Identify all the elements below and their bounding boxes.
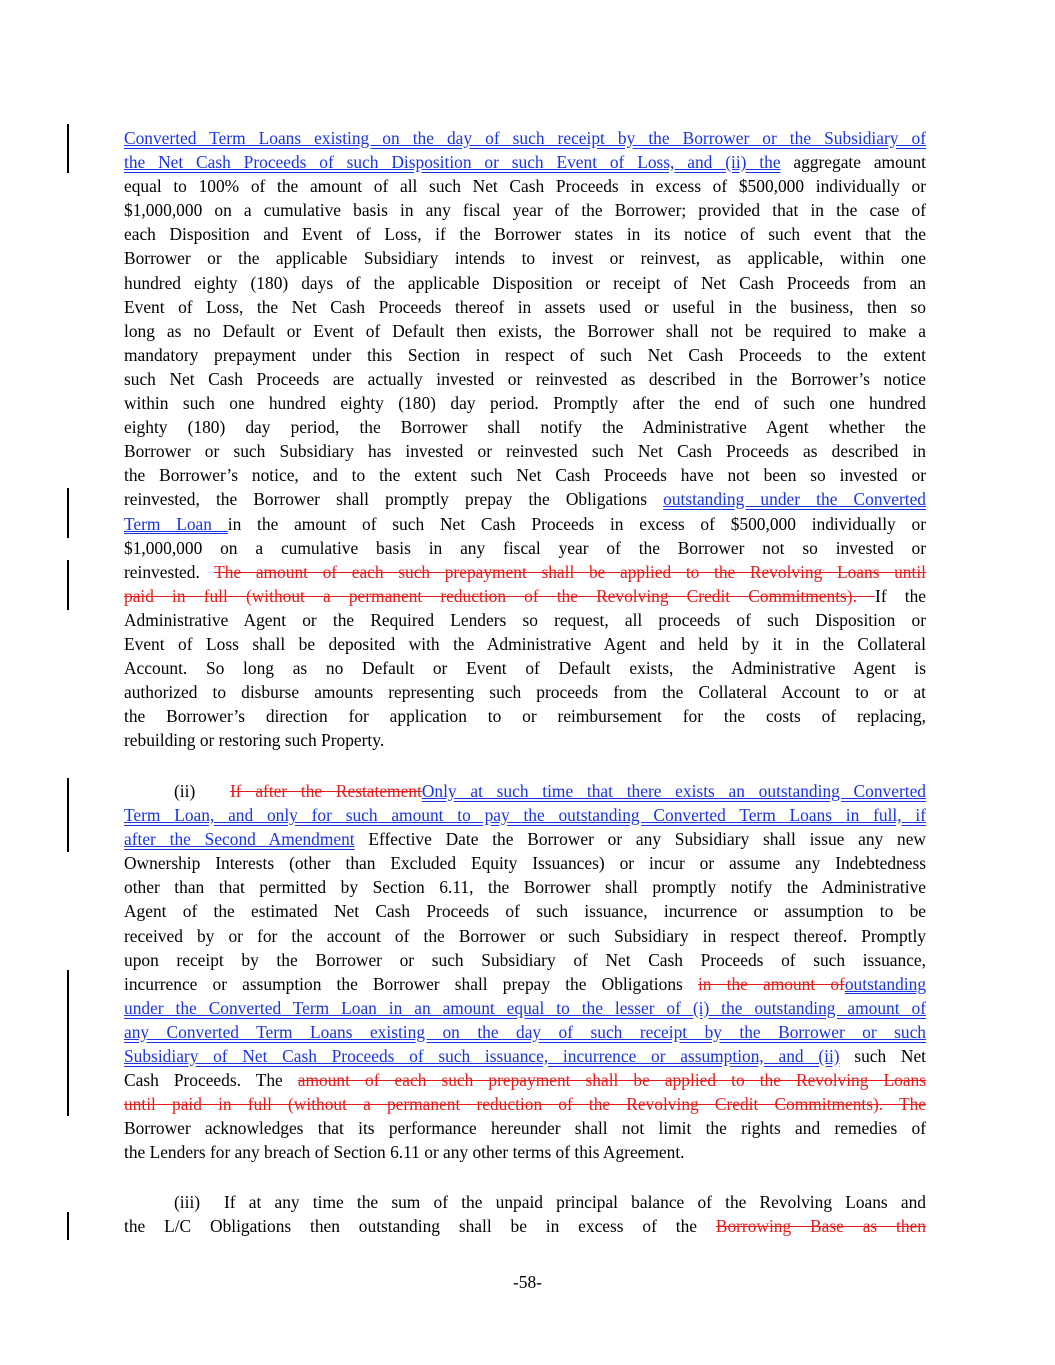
text-line [124,827,926,851]
text-line: Administrative Agent or the Required Lenders so request, all proceeds of such Disposition or [124,609,926,630]
text-line: each Disposition and Event of Loss, if the Borrower states in its notice of such event that the [124,224,926,245]
text-line: Borrower or such Subsidiary has invested or reinvested such Net Cash Proceeds as described in [124,441,926,462]
text-line: Agent of the estimated Net Cash Proceeds of such issuance, incurrence or assumption to be [124,901,926,922]
change-bar [67,1212,69,1240]
deleted-text: in the amount of [697,973,845,994]
text-run: the L/C Obligations then outstanding shall be in excess of the [124,1216,716,1237]
text-line [124,584,926,608]
inserted-text: the Net Cash Proceeds of such Disposition or such Event of Loss, and (ii) the [124,152,781,173]
text-line [124,560,926,584]
change-bar [67,778,69,852]
text-line: Borrower acknowledges that its performance hereunder shall not limit the rights and remedies of [124,1118,926,1139]
text-line: authorized to disburse amounts representing such proceeds from the Collateral Account to or at [124,682,926,703]
inserted-text: outstanding under the Converted [663,489,926,510]
deleted-text: amount of each such prepayment shall be applied to the Revolving Loans [297,1070,926,1091]
text-line: long as no Default or Event of Default then exists, the Borrower shall not be required to make a [124,320,926,341]
text-run: such Net [839,1046,926,1067]
inserted-text: outstanding [844,973,927,994]
text-run: If the [875,585,926,606]
change-bar [67,488,69,538]
text-line: Term Loan, and only for such amount to pay the outstanding Converted Term Loans in full, if [124,805,926,826]
text-line: rebuilding or restoring such Property. [124,730,385,751]
text-line: $1,000,000 on a cumulative basis in any fiscal year of the Borrower not so invested or [124,537,926,558]
text-run: If at any time the sum of the unpaid principal balance of the Revolving Loans and [224,1192,926,1212]
text-line: other than that permitted by Section 6.11, the Borrower shall promptly notify the Administrative [124,877,926,898]
text-line: $1,000,000 on a cumulative basis in any fiscal year of the Borrower; provided that in the case of [124,200,926,221]
text-run: reinvested. [124,561,215,582]
text-run: aggregate amount [780,152,926,173]
inserted-text: Subsidiary of Net Cash Proceeds of such issuance, incurrence or assumption, and (ii) [124,1046,840,1067]
text-line [124,779,926,803]
page-number: -58- [513,1272,542,1292]
text-line: Ownership Interests (other than Excluded Equity Issuances) or incur or assume any Indebtedness [124,853,926,874]
text-run: incurrence or assumption the Borrower shall prepay the Obligations [124,973,698,994]
clause-marker: (ii) [174,781,196,801]
text-line: the Lenders for any breach of Section 6.11 or any other terms of this Agreement. [124,1142,685,1163]
text-line: Account. So long as no Default or Event of Default exists, the Administrative Agent is [124,658,926,679]
text-line [124,512,926,536]
text-line: Event of Loss shall be deposited with the Administrative Agent and held by it in the Collateral [124,633,926,654]
deleted-text: If after the Restatement [230,781,422,801]
text-line: such Net Cash Proceeds are actually invested or reinvested as described in the Borrower’s notice [124,368,926,389]
text-line: hundred eighty (180) days of the applicable Disposition or receipt of Net Cash Proceeds from an [124,272,926,293]
text-line: within such one hundred eighty (180) day period. Promptly after the end of such one hundred [124,393,926,414]
text-line [124,150,926,174]
text-line: the Borrower’s notice, and to the extent such Net Cash Proceeds have not been so invested or [124,465,926,486]
paragraph-iii [124,1190,926,1238]
change-bar [67,124,69,173]
text-line: Event of Loss, the Net Cash Proceeds thereof in assets used or useful in the business, then so [124,296,926,317]
text-line: equal to 100% of the amount of all such Net Cash Proceeds in excess of $500,000 individually or [124,176,926,197]
text-line: mandatory prepayment under this Section in respect of such Net Cash Proceeds to the extent [124,344,926,365]
text-line: the Borrower’s direction for application to or reimbursement for the costs of replacing, [124,706,926,727]
text-line: Converted Term Loans existing on the day of such receipt by the Borrower or the Subsidiary of [124,128,926,148]
text-line [124,972,926,996]
text-run: Effective Date the Borrower or any Subsidiary shall issue any new [354,829,926,850]
clause-marker: (iii) [174,1192,201,1212]
text-line: upon receipt by the Borrower or such Subsidiary of Net Cash Proceeds of such issuance, [124,949,926,970]
paragraph-continuation [124,126,926,752]
change-bar [67,560,69,610]
inserted-text: Only at such time that there exists an outstanding Converted [421,781,927,801]
text-line: until paid in full (without a permanent reduction of the Revolving Credit Commitments). The [124,1094,926,1115]
text-run: reinvested, the Borrower shall promptly prepay the Obligations [124,489,664,510]
deleted-text: The amount of each such prepayment shall be applied to the Revolving Loans until [214,561,926,582]
text-line [124,487,926,511]
deleted-text: paid in full (without a permanent reduction of the Revolving Credit Commitments). [124,585,876,606]
text-line: received by or for the account of the Borrower or such Subsidiary in respect thereof. Promptly [124,925,926,946]
text-line: any Converted Term Loans existing on the day of such receipt by the Borrower or such [124,1021,926,1042]
text-run: Cash Proceeds. The [124,1070,298,1091]
text-line [124,1044,926,1068]
text-line [124,1068,926,1092]
paragraph-ii [124,779,926,1165]
deleted-text: Borrowing Base as then [715,1216,926,1237]
text-line [124,1190,926,1214]
change-bar [67,970,69,1116]
inserted-text: Term Loan [124,513,228,534]
inserted-text: after the Second Amendment [124,829,355,850]
text-line: under the Converted Term Loan in an amount equal to the lesser of (i) the outstanding amount of [124,997,926,1018]
text-run: in the amount of such Net Cash Proceeds in excess of $500,000 individually or [227,513,927,534]
text-line: Borrower or the applicable Subsidiary intends to invest or reinvest, as applicable, within one [124,248,926,269]
text-line: eighty (180) day period, the Borrower shall notify the Administrative Agent whether the [124,417,926,438]
text-line [124,1214,926,1238]
